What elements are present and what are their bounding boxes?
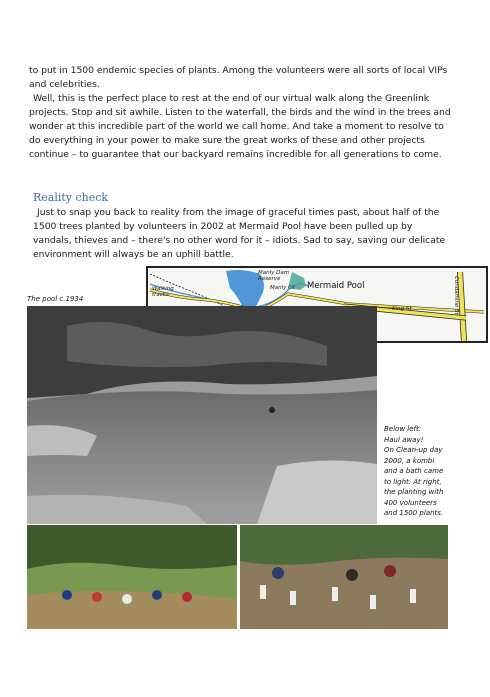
map-label-creek: Manly Ck (270, 285, 296, 291)
map-label-king: King St (392, 306, 412, 312)
intro-paragraph: Well, this is the perfect place to rest at the end of our virtual walk along the Greenlink projects. Stop and sit awhile. Listen to the waterfall, the birds and the wind in the trees and wonder at this incredible part of the world we call home. And take a moment to resolve to do everything in your power to make sure the great works of these and other projects continue – to guarantee that our backyard remains incredible for all generations to come. (29, 93, 451, 160)
map-label-dam: Manly Dam Reserve (258, 270, 290, 282)
planting-photo-art (240, 525, 448, 629)
intro-text (29, 64, 455, 162)
caption-line: the planting with (384, 488, 444, 496)
caption-line: and a bath came (384, 467, 444, 475)
section-heading: Reality check (33, 191, 109, 204)
right-caption (384, 424, 474, 519)
caption-line: 2000, a kombi (384, 456, 435, 465)
caption-line: and 1500 plants. (384, 509, 444, 517)
pool-photo-art (27, 306, 377, 524)
haul-away-photo (27, 525, 237, 629)
section-text (33, 206, 453, 262)
pool-caption: The pool c.1934 (27, 295, 84, 303)
caption-line: Haul away! (384, 435, 424, 444)
planting-photo (240, 525, 448, 629)
caption-line: On Clean-up day (384, 446, 443, 454)
haul-away-photo-art (27, 525, 237, 629)
map-title: Mermaid Pool (307, 281, 365, 291)
section-paragraph: Just to snap you back to reality from the image of graceful times past, about half of the 1500 trees planted by volunteers in 2002 at Mermaid Pool have been pulled up by vandals, thieves and – there's no other word for it – idiots. Sad to say, saving our delicate environment will always be an uphill battle. (33, 207, 446, 260)
intro-line: to put in 1500 endemic species of plants. Among the volunteers were all sorts of local VIPs and celebrities. (29, 65, 448, 90)
map-label-walking: Walking tracks (152, 286, 174, 298)
caption-line: to light. At right, (384, 477, 442, 486)
pool-photo (27, 306, 377, 524)
map-label-condamine: Condamine St (453, 276, 459, 315)
caption-line: Below left: (384, 425, 422, 433)
caption-line: 400 volunteers (384, 498, 437, 507)
